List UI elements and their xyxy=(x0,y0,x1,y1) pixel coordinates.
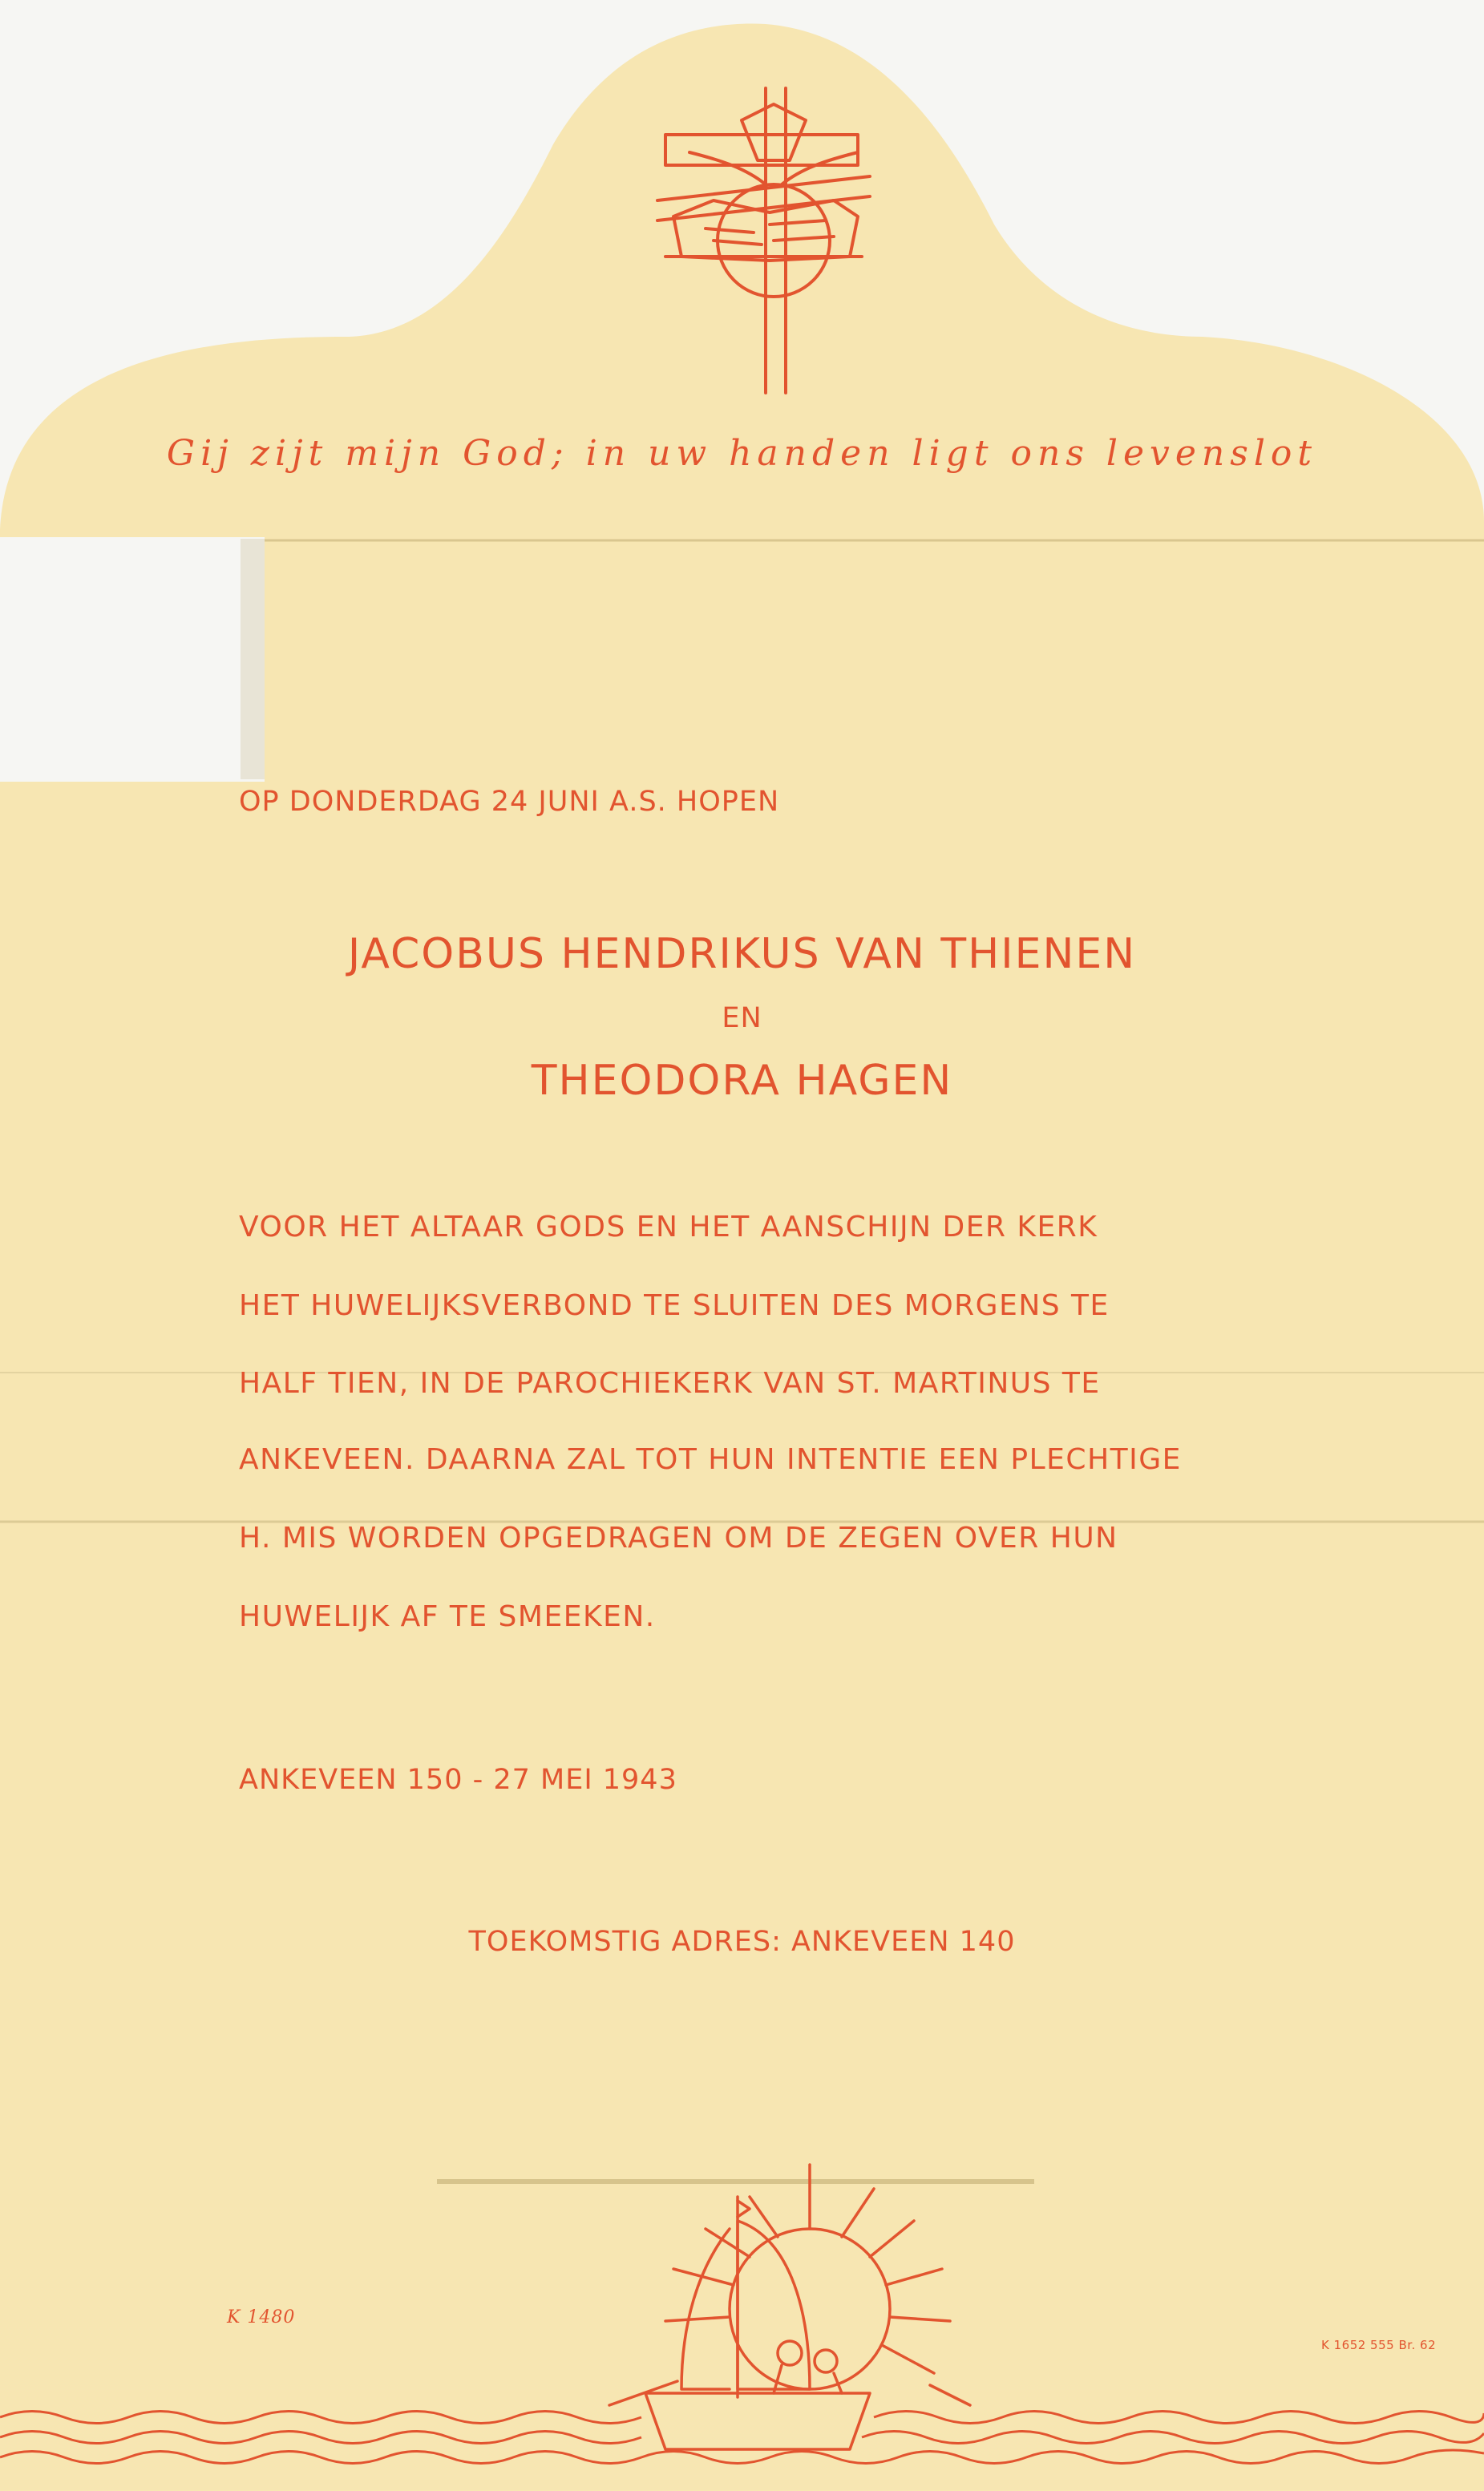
header-motto: Gij zijt mijn God; in uw handen ligt ons levenslot xyxy=(166,433,1318,474)
body-line: H. MIS WORDEN OPGEDRAGEN OM DE ZEGEN OVER HUN xyxy=(239,1522,1118,1555)
body-line: ANKEVEEN. DAARNA ZAL TOT HUN INTENTIE EEN PLECHTIGE xyxy=(239,1443,1182,1476)
conjunction-text: EN xyxy=(722,1002,762,1034)
future-address: TOEKOMSTIG ADRES: ANKEVEEN 140 xyxy=(468,1926,1016,1958)
print-code-right: K 1652 555 Br. 62 xyxy=(1321,2338,1437,2352)
body-line: HUWELIJK AF TE SMEEKEN. xyxy=(239,1600,656,1633)
card-body xyxy=(0,24,1484,2491)
body-line: HALF TIEN, IN DE PAROCHIEKERK VAN ST. MARTINUS TE xyxy=(239,1367,1101,1400)
bride-name: THEODORA HAGEN xyxy=(531,1057,953,1105)
place-date: ANKEVEEN 150 - 27 MEI 1943 xyxy=(239,1764,677,1796)
print-code-left: K 1480 xyxy=(227,2307,296,2327)
card-slot-shadow xyxy=(241,539,265,779)
bottom-slot xyxy=(437,2179,1034,2184)
announcement-intro: OP DONDERDAG 24 JUNI A.S. HOPEN xyxy=(239,786,780,818)
groom-name: JACOBUS HENDRIKUS VAN THIENEN xyxy=(347,930,1137,978)
body-line: HET HUWELIJKSVERBOND TE SLUITEN DES MORGENS TE xyxy=(239,1289,1110,1322)
body-line: VOOR HET ALTAAR GODS EN HET AANSCHIJN DER KERK xyxy=(239,1211,1098,1243)
